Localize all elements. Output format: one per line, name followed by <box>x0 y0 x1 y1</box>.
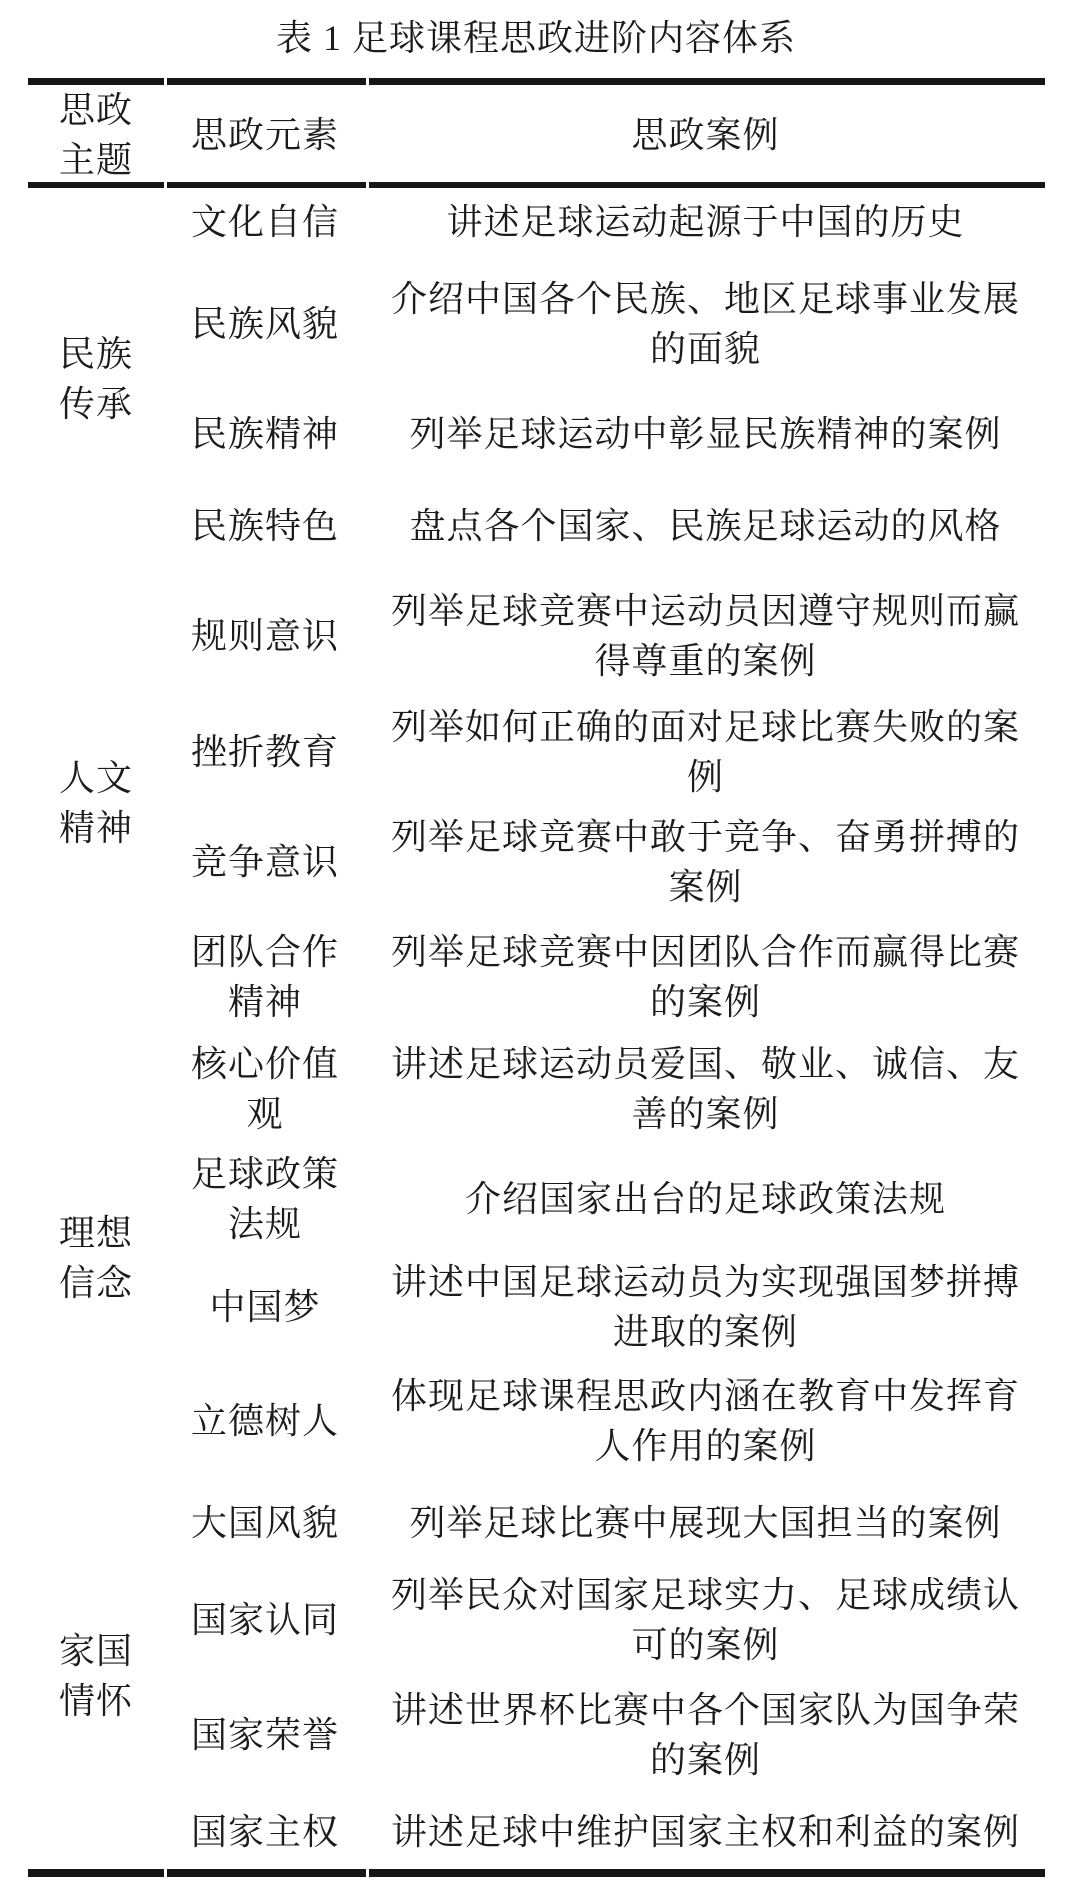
element-cell: 大国风貌 <box>190 1502 339 1543</box>
case-cell: 讲述足球运动起源于中国的历史 <box>446 201 965 242</box>
theme-cell: 理想信念 <box>58 1212 133 1303</box>
table-row <box>28 920 1045 1033</box>
theme-cell: 人文精神 <box>58 758 133 848</box>
table-row <box>28 1676 1045 1793</box>
table-row <box>28 1253 1045 1360</box>
element-cell: 挫折教育 <box>190 731 339 772</box>
table-row <box>28 1360 1045 1482</box>
table-row <box>28 573 1045 699</box>
element-cell: 团队合作精神 <box>190 931 339 1022</box>
table-row <box>28 699 1045 804</box>
table-rule-header-bottom <box>28 182 1045 188</box>
element-cell: 文化自信 <box>190 201 339 242</box>
case-cell: 介绍国家出台的足球政策法规 <box>464 1178 946 1219</box>
element-cell: 立德树人 <box>190 1401 339 1441</box>
table-row <box>28 389 1045 478</box>
case-cell: 列举足球比赛中展现大国担当的案例 <box>409 1502 1002 1543</box>
case-cell: 列举足球竞赛中因团队合作而赢得比赛的案例 <box>390 931 1020 1022</box>
table-caption: 表 1 足球课程思政进阶内容体系 <box>275 18 796 58</box>
table-row <box>28 185 1045 258</box>
table-row <box>28 1793 1045 1870</box>
table-row <box>28 1563 1045 1676</box>
case-cell: 介绍中国各个民族、地区足球事业发展的面貌 <box>390 278 1020 369</box>
case-cell: 讲述中国足球运动员为实现强国梦拼搏进取的案例 <box>390 1261 1020 1352</box>
table-row <box>28 258 1045 389</box>
case-cell: 讲述足球中维护国家主权和利益的案例 <box>390 1811 1020 1852</box>
column-divider-gap <box>164 78 167 85</box>
case-cell: 列举足球运动中彰显民族精神的案例 <box>409 413 1002 454</box>
case-cell: 体现足球课程思政内涵在教育中发挥育人作用的案例 <box>390 1376 1020 1466</box>
table-row <box>28 478 1045 573</box>
case-cell: 列举足球竞赛中运动员因遵守规则而赢得尊重的案例 <box>390 591 1020 681</box>
header-theme: 思政主题 <box>58 90 133 180</box>
element-cell: 民族特色 <box>190 505 339 546</box>
element-cell: 中国梦 <box>209 1286 321 1327</box>
element-cell: 国家认同 <box>190 1599 339 1640</box>
case-cell: 讲述足球运动员爱国、敬业、诚信、友善的案例 <box>390 1043 1020 1134</box>
column-divider-gap <box>366 78 369 85</box>
element-cell: 足球政策法规 <box>190 1153 339 1244</box>
element-cell: 国家荣誉 <box>190 1714 339 1755</box>
header-case: 思政案例 <box>631 115 780 155</box>
header-element: 思政元素 <box>190 115 339 155</box>
column-divider-gap <box>164 1869 167 1877</box>
column-divider-gap <box>366 1869 369 1877</box>
table-row <box>28 1033 1045 1144</box>
column-divider-gap <box>164 182 167 188</box>
theme-cell: 家国情怀 <box>58 1631 133 1721</box>
theme-cell: 民族传承 <box>58 334 133 424</box>
table-row <box>28 1482 1045 1563</box>
element-cell: 规则意识 <box>190 616 339 656</box>
case-cell: 列举民众对国家足球实力、足球成绩认可的案例 <box>390 1574 1020 1665</box>
case-cell: 盘点各个国家、民族足球运动的风格 <box>409 505 1002 546</box>
table-rule-top <box>28 78 1045 85</box>
column-divider-gap <box>366 182 369 188</box>
table-rule-bottom <box>28 1869 1045 1877</box>
content-table <box>28 85 1045 1870</box>
element-cell: 民族精神 <box>190 413 339 454</box>
element-cell: 国家主权 <box>190 1811 339 1852</box>
case-cell: 讲述世界杯比赛中各个国家队为国争荣的案例 <box>390 1689 1020 1780</box>
case-cell: 列举如何正确的面对足球比赛失败的案例 <box>390 706 1020 797</box>
element-cell: 民族风貌 <box>190 303 339 344</box>
case-cell: 列举足球竞赛中敢于竞争、奋勇拼搏的案例 <box>390 817 1020 907</box>
element-cell: 核心价值观 <box>190 1043 339 1134</box>
table-row <box>28 804 1045 920</box>
element-cell: 竞争意识 <box>190 842 339 882</box>
header-row <box>28 85 1045 185</box>
table-row <box>28 1144 1045 1253</box>
